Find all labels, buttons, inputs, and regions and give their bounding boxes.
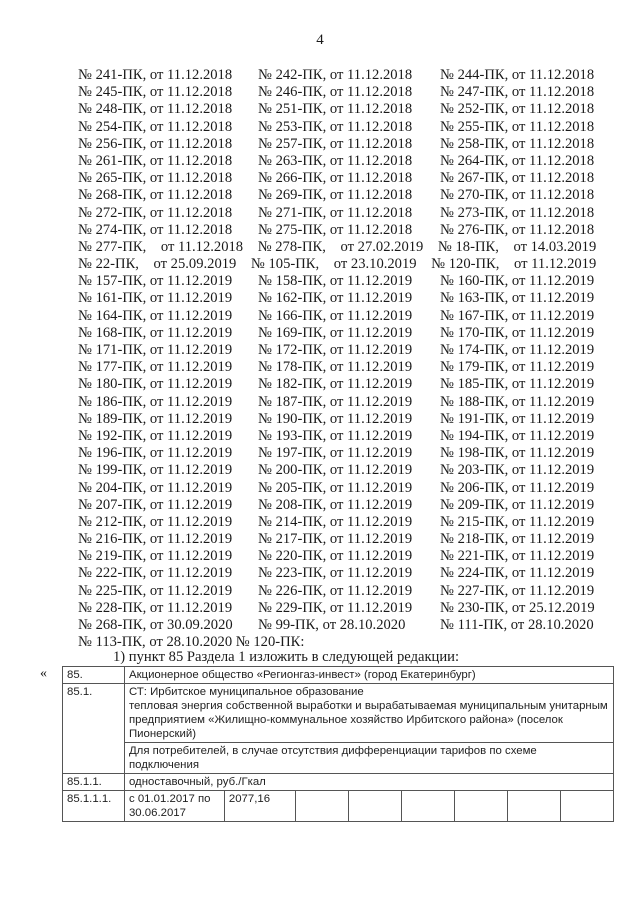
decree-entry: № 169-ПК, от 11.12.2019	[258, 324, 413, 341]
decree-entry: № 194-ПК, от 11.12.2019	[440, 427, 595, 444]
tariff-value: 2077,16	[228, 793, 271, 805]
decree-row	[78, 67, 610, 84]
decree-entry: № 272-ПК, от 11.12.2018	[78, 204, 233, 221]
decree-entry: № 248-ПК, от 11.12.2018	[78, 101, 233, 118]
decree-entry: № 178-ПК, от 11.12.2019	[258, 359, 413, 376]
decree-entry: № 258-ПК, от 11.12.2018	[440, 135, 595, 152]
decree-entry: № 215-ПК, от 11.12.2019	[440, 513, 595, 530]
decree-entry: № 207-ПК, от 11.12.2019	[78, 496, 233, 513]
decree-row	[78, 565, 610, 582]
decree-entry: № 267-ПК, от 11.12.2018	[440, 170, 595, 187]
decree-entry: № 196-ПК, от 11.12.2019	[78, 445, 233, 462]
decree-row	[78, 548, 610, 565]
decree-entry: № 223-ПК, от 11.12.2019	[258, 565, 413, 582]
decree-row	[78, 170, 610, 187]
decree-row	[78, 205, 610, 222]
empty-cell	[560, 791, 613, 821]
row-number: 85.	[63, 667, 125, 684]
decree-entry: № 193-ПК, от 11.12.2019	[258, 427, 413, 444]
decree-entry: № 190-ПК, от 11.12.2019	[258, 410, 413, 427]
decree-entry: № 241-ПК, от 11.12.2018	[78, 67, 233, 83]
decree-entry: № 253-ПК, от 11.12.2018	[258, 118, 413, 135]
decree-row	[78, 119, 610, 136]
decree-entry: № 166-ПК, от 11.12.2019	[258, 307, 413, 324]
empty-cell	[348, 791, 401, 821]
opening-quote-mark: «	[40, 666, 47, 681]
decree-entry: № 251-ПК, от 11.12.2018	[258, 101, 413, 118]
decree-row	[78, 445, 610, 462]
decree-entry: № 275-ПК, от 11.12.2018	[258, 221, 413, 238]
territory-label: СТ: Ирбитское муниципальное образование	[128, 686, 364, 698]
decree-row	[78, 342, 610, 359]
decree-entry: № 222-ПК, от 11.12.2019	[78, 565, 233, 582]
decree-entry: № 164-ПК, от 11.12.2019	[78, 307, 233, 324]
decree-entry: № 263-ПК, от 11.12.2018	[258, 152, 413, 169]
decree-entry: № 220-ПК, от 11.12.2019	[258, 548, 413, 565]
decree-entry: № 188-ПК, от 11.12.2019	[440, 393, 595, 410]
decree-entry: № 225-ПК, от 11.12.2019	[78, 582, 233, 599]
empty-cell	[401, 791, 454, 821]
decree-entry: № 162-ПК, от 11.12.2019	[258, 290, 413, 307]
decree-entry: № 214-ПК, от 11.12.2019	[258, 513, 413, 530]
tariff-table	[62, 666, 614, 822]
decree-row	[78, 531, 610, 548]
decree-entry: № 177-ПК, от 11.12.2019	[78, 359, 233, 376]
decree-row	[78, 84, 610, 101]
decree-entry: № 246-ПК, от 11.12.2018	[258, 84, 413, 101]
page-number: 4	[316, 32, 324, 48]
decree-entry: № 274-ПК, от 11.12.2018	[78, 221, 233, 238]
decree-row: № 277-ПК, от 11.12.2018 № 278-ПК, от 27.02.2019 № 18-ПК, от 14.03.2019	[78, 238, 597, 255]
decree-entry: № 268-ПК, от 30.09.2020	[78, 617, 233, 633]
decree-entry: № 198-ПК, от 11.12.2019	[440, 445, 595, 462]
decree-row	[78, 187, 610, 204]
table-row	[63, 667, 614, 684]
decree-entry: № 218-ПК, от 11.12.2019	[440, 531, 595, 548]
decree-entry: № 244-ПК, от 11.12.2018	[440, 67, 595, 83]
decree-entry: № 255-ПК, от 11.12.2018	[440, 118, 595, 135]
decree-entry: № 187-ПК, от 11.12.2019	[258, 393, 413, 410]
decree-entry: № 191-ПК, от 11.12.2019	[440, 410, 595, 427]
decree-entry: № 158-ПК, от 11.12.2019	[258, 273, 413, 290]
decree-row	[78, 290, 610, 307]
decree-last-line: № 113-ПК, от 28.10.2020 № 120-ПК:	[78, 634, 305, 651]
decree-entry: № 167-ПК, от 11.12.2019	[440, 307, 595, 324]
decree-entry: № 242-ПК, от 11.12.2018	[258, 67, 413, 83]
tariff-type: одноставочный, руб./Гкал	[124, 774, 613, 791]
decree-entry: № 172-ПК, от 11.12.2019	[258, 342, 413, 358]
table-row	[63, 684, 614, 743]
decree-entry: № 160-ПК, от 11.12.2019	[440, 273, 595, 290]
row-number: 85.1.1.1.	[63, 791, 125, 822]
decree-row	[78, 617, 610, 634]
decree-row	[78, 325, 610, 342]
decree-entry: № 228-ПК, от 11.12.2019	[78, 599, 233, 616]
decree-row	[78, 411, 610, 428]
consumer-description: Для потребителей, в случае отсутствия дифференциации тарифов по схеме подключения	[124, 743, 613, 774]
decree-entry: № 261-ПК, от 11.12.2018	[78, 152, 233, 169]
decree-entry: № 170-ПК, от 11.12.2019	[440, 324, 595, 341]
energy-description: тепловая энергия собственной выработки и вырабатываемая муниципальным унитарным предприятием «Жилищно-коммунальное хозяйство Ирбитского района» (поселок Пионерский)	[128, 700, 608, 740]
decree-row	[78, 308, 610, 325]
decree-entry: № 206-ПК, от 11.12.2019	[440, 479, 595, 496]
empty-cell	[295, 791, 348, 821]
decree-row	[78, 153, 610, 170]
decree-row	[78, 462, 610, 479]
decree-entry: № 200-ПК, от 11.12.2019	[258, 462, 413, 479]
decree-entry: № 157-ПК, от 11.12.2019	[78, 273, 233, 290]
decree-list	[78, 67, 610, 651]
row-number: 85.1.1.	[63, 774, 125, 791]
decree-entry: № 208-ПК, от 11.12.2019	[258, 496, 413, 513]
decree-entry: № 257-ПК, от 11.12.2018	[258, 135, 413, 152]
tariff-values	[224, 791, 613, 822]
decree-entry: № 205-ПК, от 11.12.2019	[258, 479, 413, 496]
decree-entry: № 171-ПК, от 11.12.2019	[78, 342, 233, 358]
decree-row	[78, 514, 610, 531]
decree-entry: № 276-ПК, от 11.12.2018	[440, 221, 595, 238]
tariff-period: с 01.01.2017 по 30.06.2017	[124, 791, 224, 822]
decree-entry: № 254-ПК, от 11.12.2018	[78, 118, 233, 135]
decree-row	[78, 497, 610, 514]
decree-entry: № 174-ПК, от 11.12.2019	[440, 342, 595, 358]
decree-entry: № 204-ПК, от 11.12.2019	[78, 479, 233, 496]
decree-entry: № 99-ПК, от 28.10.2020	[258, 617, 406, 633]
decree-entry: № 224-ПК, от 11.12.2019	[440, 565, 595, 582]
organization-name: Акционерное общество «Регионгаз-инвест» (город Екатеринбург)	[124, 667, 613, 684]
decree-entry: № 180-ПК, от 11.12.2019	[78, 376, 233, 393]
decree-entry: № 268-ПК, от 11.12.2018	[78, 187, 233, 204]
decree-entry: № 227-ПК, от 11.12.2019	[440, 582, 595, 599]
row-number: 85.1.	[63, 684, 125, 774]
table-row	[63, 774, 614, 791]
decree-entry: № 161-ПК, от 11.12.2019	[78, 290, 233, 307]
decree-entry: № 163-ПК, от 11.12.2019	[440, 290, 595, 307]
decree-entry: № 247-ПК, от 11.12.2018	[440, 84, 595, 101]
decree-entry: № 182-ПК, от 11.12.2019	[258, 376, 413, 393]
decree-row	[78, 101, 610, 118]
decree-entry: № 217-ПК, от 11.12.2019	[258, 531, 413, 548]
decree-row: № 22-ПК, от 25.09.2019 № 105-ПК, от 23.10.2019 № 120-ПК, от 11.12.2019	[78, 256, 597, 273]
decree-entry: № 221-ПК, от 11.12.2019	[440, 548, 595, 565]
decree-entry: № 273-ПК, от 11.12.2018	[440, 204, 595, 221]
decree-entry: № 186-ПК, от 11.12.2019	[78, 393, 233, 410]
decree-row	[78, 273, 610, 290]
decree-row	[78, 359, 610, 376]
decree-entry: № 197-ПК, от 11.12.2019	[258, 445, 413, 462]
decree-entry: № 229-ПК, от 11.12.2019	[258, 599, 413, 616]
decree-row	[78, 136, 610, 153]
decree-entry: № 209-ПК, от 11.12.2019	[440, 496, 595, 513]
decree-entry: № 245-ПК, от 11.12.2018	[78, 84, 233, 101]
decree-row	[78, 428, 610, 445]
empty-cell	[507, 791, 560, 821]
tariff-value-cells	[225, 791, 613, 821]
decree-entry: № 269-ПК, от 11.12.2018	[258, 187, 413, 204]
decree-entry: № 192-ПК, от 11.12.2019	[78, 427, 233, 444]
decree-entry: № 216-ПК, от 11.12.2019	[78, 531, 233, 548]
service-description	[124, 684, 613, 743]
decree-entry: № 265-ПК, от 11.12.2018	[78, 170, 233, 187]
decree-entry: № 189-ПК, от 11.12.2019	[78, 410, 233, 427]
decree-entry: № 203-ПК, от 11.12.2019	[440, 462, 595, 479]
decree-entry: № 270-ПК, от 11.12.2018	[440, 187, 595, 204]
empty-cell	[454, 791, 507, 821]
decree-entry: № 179-ПК, от 11.12.2019	[440, 359, 595, 376]
table-row	[63, 791, 614, 822]
decree-entry: № 252-ПК, от 11.12.2018	[440, 101, 595, 118]
decree-row	[78, 222, 610, 239]
decree-entry: № 266-ПК, от 11.12.2018	[258, 170, 413, 187]
decree-row	[78, 480, 610, 497]
decree-entry: № 219-ПК, от 11.12.2019	[78, 548, 233, 565]
decree-entry: № 256-ПК, от 11.12.2018	[78, 135, 233, 152]
decree-entry: № 212-ПК, от 11.12.2019	[78, 513, 233, 530]
decree-entry: № 199-ПК, от 11.12.2019	[78, 462, 233, 479]
decree-entry: № 226-ПК, от 11.12.2019	[258, 582, 413, 599]
decree-row	[78, 583, 610, 600]
decree-entry: № 168-ПК, от 11.12.2019	[78, 324, 233, 341]
amendment-item-line: 1) пункт 85 Раздела 1 изложить в следующей редакции:	[113, 649, 460, 665]
decree-entry: № 271-ПК, от 11.12.2018	[258, 204, 413, 221]
table-row	[63, 743, 614, 774]
decree-row	[78, 394, 610, 411]
decree-row	[78, 600, 610, 617]
decree-entry: № 230-ПК, от 25.12.2019	[440, 599, 595, 616]
decree-entry: № 264-ПК, от 11.12.2018	[440, 152, 595, 169]
decree-row	[78, 376, 610, 393]
decree-entry: № 111-ПК, от 28.10.2020	[440, 617, 594, 633]
decree-entry: № 185-ПК, от 11.12.2019	[440, 376, 595, 393]
